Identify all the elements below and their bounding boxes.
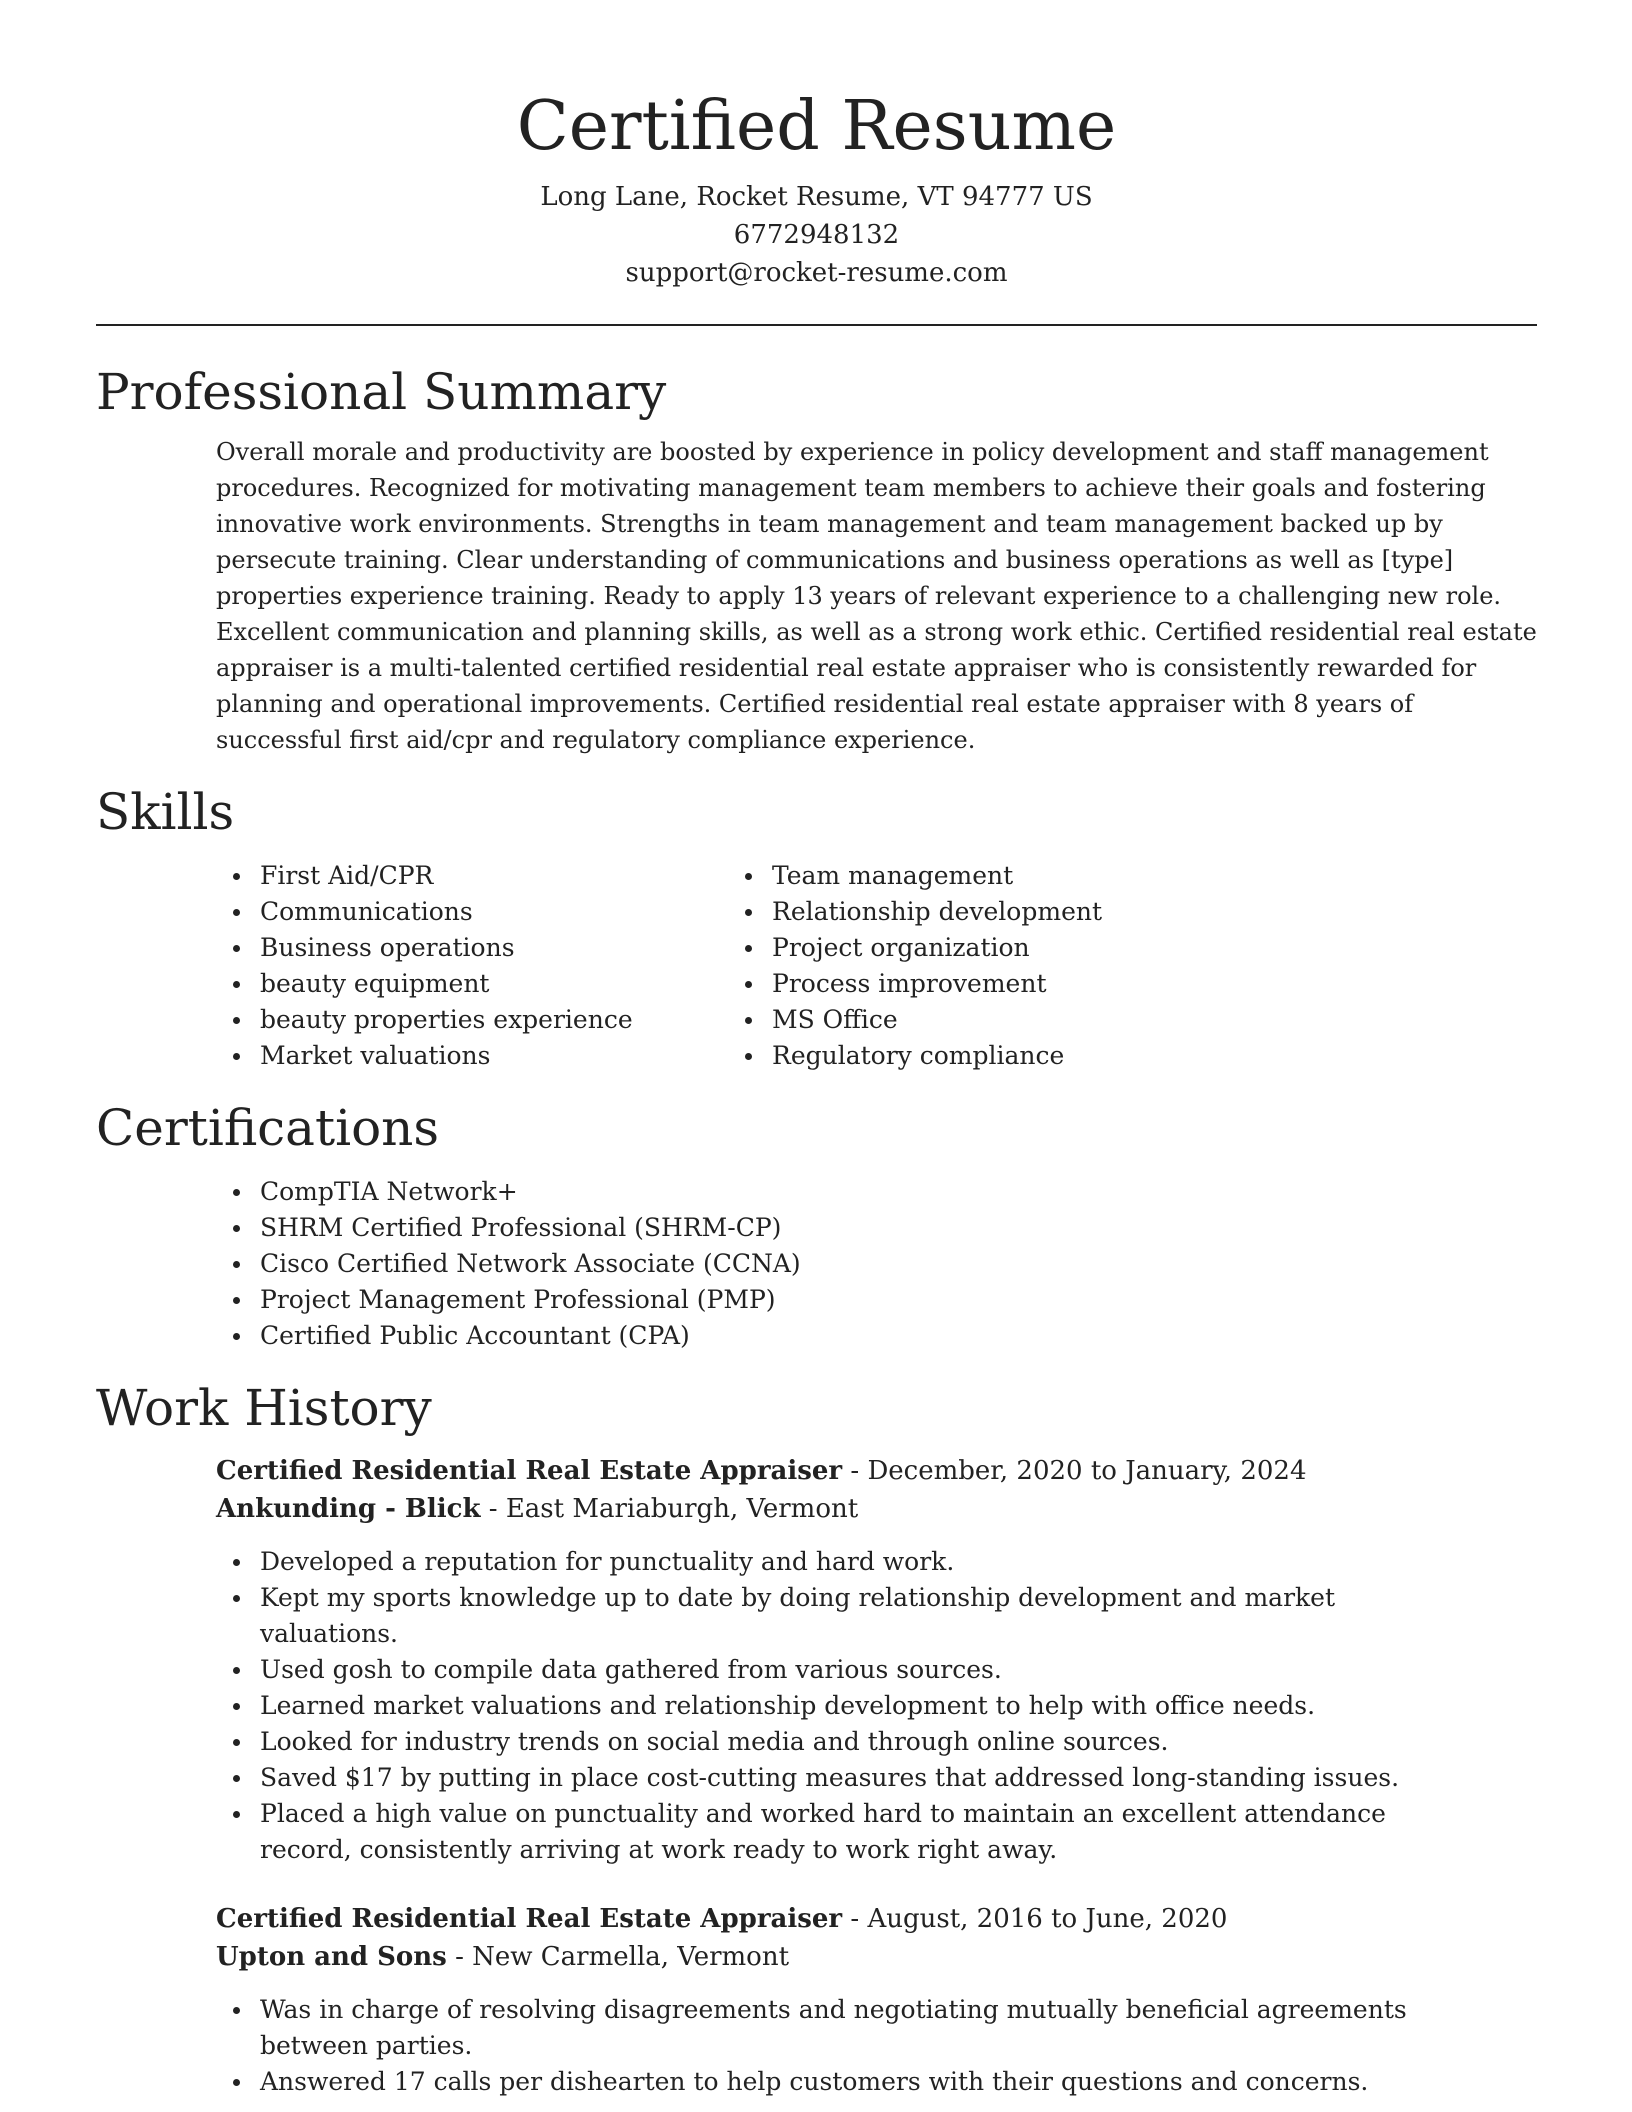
job-bullet: Learned market valuations and relationship development to help with office needs. [260, 1688, 1440, 1724]
job-bullet: Looked for industry trends on social media and through online sources. [260, 1724, 1440, 1760]
certification-item: SHRM Certified Professional (SHRM-CP) [260, 1210, 1537, 1246]
skill-item: Business operations [260, 930, 746, 966]
certification-item: Project Management Professional (PMP) [260, 1282, 1537, 1318]
job-bullet: Saved $17 by putting in place cost-cutting measures that addressed long-standing issues. [260, 1760, 1440, 1796]
job-bullet: Answered 17 calls per dishearten to help customers with their questions and concerns. [260, 2064, 1440, 2100]
resume-name: Certified Resume [516, 87, 1117, 166]
summary-section [96, 360, 1537, 758]
contact-email: support@rocket-resume.com [625, 258, 1008, 288]
skill-item: Communications [260, 894, 746, 930]
contact-info [96, 178, 1537, 292]
job-title-line [216, 1900, 1537, 1938]
job-location: - New Carmella, Vermont [446, 1942, 790, 1972]
section-title-work-history: Work History [96, 1379, 432, 1437]
certifications-list [96, 1174, 1537, 1354]
certification-item: Cisco Certified Network Associate (CCNA) [260, 1246, 1537, 1282]
skill-item: beauty equipment [260, 966, 746, 1002]
job-entry [216, 1452, 1537, 1868]
job-bullets [216, 1544, 1537, 1868]
skill-item: Project organization [772, 930, 1396, 966]
skill-item: Relationship development [772, 894, 1396, 930]
job-dates: - August, 2016 to June, 2020 [842, 1904, 1228, 1934]
certification-item: Certified Public Accountant (CPA) [260, 1318, 1537, 1354]
skill-item: Market valuations [260, 1038, 746, 1074]
job-location: - East Mariaburgh, Vermont [480, 1494, 859, 1524]
job-company-line [216, 1490, 1537, 1528]
job-title-line [216, 1452, 1537, 1490]
job-bullet: Kept my sports knowledge up to date by doing relationship development and market valuations. [260, 1580, 1440, 1652]
job-bullet: Developed a reputation for punctuality and hard work. [260, 1544, 1440, 1580]
certification-item: CompTIA Network+ [260, 1174, 1537, 1210]
job-company: Upton and Sons [216, 1942, 447, 1972]
section-title-skills: Skills [96, 783, 235, 841]
skill-item: First Aid/CPR [260, 858, 746, 894]
skill-item: Team management [772, 858, 1396, 894]
certifications-section [96, 1096, 1537, 1354]
skill-item: beauty properties experience [260, 1002, 746, 1038]
section-title-summary: Professional Summary [96, 363, 667, 421]
job-company: Ankunding - Blick [216, 1494, 481, 1524]
skill-item: MS Office [772, 1002, 1396, 1038]
job-bullet: Used gosh to compile data gathered from various sources. [260, 1652, 1440, 1688]
job-bullets [216, 1992, 1537, 2100]
resume-header [96, 0, 1537, 292]
job-title: Certified Residential Real Estate Appraiser [216, 1904, 843, 1934]
skills-section [96, 780, 1537, 1074]
skill-item: Process improvement [772, 966, 1396, 1002]
work-history-section [96, 1376, 1537, 2100]
job-dates: - December, 2020 to January, 2024 [842, 1456, 1307, 1486]
contact-address: Long Lane, Rocket Resume, VT 94777 US [540, 182, 1093, 212]
resume-page [96, 0, 1537, 2100]
job-company-line [216, 1938, 1537, 1976]
skills-column-left [96, 858, 746, 1074]
contact-phone: 6772948132 [733, 220, 900, 250]
summary-text: Overall morale and productivity are boosted by experience in policy development and staff management procedures. Recognized for motivating management team members to achieve their goals and fostering innovative work environments. Strengths in team management and team management backed up by persecute training. Clear understanding of communications and business operations as well as [type] properties experience training. Ready to apply 13 years of relevant experience to a challenging new role. Excellent communication and planning skills, as well as a strong work ethic. Certified residential real estate appraiser is a multi-talented certified residential real estate appraiser who is consistently rewarded for planning and operational improvements. Certified residential real estate appraiser with 8 years of successful first aid/cpr and regulatory compliance experience. [216, 438, 1537, 754]
job-entry [216, 1900, 1537, 2100]
job-title: Certified Residential Real Estate Appraiser [216, 1456, 843, 1486]
skills-column-right [746, 858, 1396, 1074]
skills-grid [96, 858, 1537, 1074]
job-bullet: Placed a high value on punctuality and worked hard to maintain an excellent attendance record, consistently arriving at work ready to work right away. [260, 1796, 1440, 1868]
job-bullet: Was in charge of resolving disagreements and negotiating mutually beneficial agreements between parties. [260, 1992, 1440, 2064]
header-divider [96, 324, 1537, 326]
section-title-certifications: Certifications [96, 1099, 440, 1157]
skill-item: Regulatory compliance [772, 1038, 1396, 1074]
